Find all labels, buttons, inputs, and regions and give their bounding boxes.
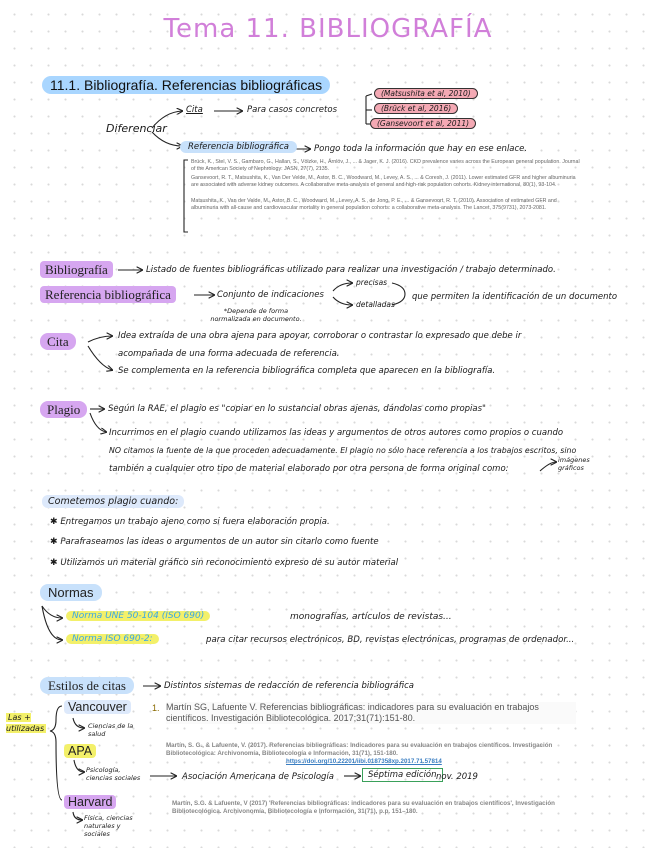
section-heading: 11.1. Bibliografía. Referencias bibliográficas bbox=[42, 76, 330, 94]
apa-ref: Martín, S. G., & Lafuente, V. (2017). Referencias bibliográficas: Indicadores para su evaluación en trabajos científicos. Investigación Bibliotecológica: Archivonomía, Bibliotecología e Información, 31(71), 151-180. bbox=[166, 742, 553, 757]
vancouver-label: Vancouver bbox=[64, 700, 131, 714]
plagio-extra: imágenes gráficos bbox=[558, 456, 590, 472]
diferenciar-label: Diferenciar bbox=[106, 122, 167, 135]
vancouver-ref: Martín SG, Lafuente V. Referencias bibliográficas: indicadores para su evaluación en trabajos científicos. Investigación Bibliotecológica. 2017;31(71):151-80. bbox=[166, 702, 576, 724]
vancouver-note: Ciencias de la salud bbox=[88, 722, 134, 738]
reference-entry: Matsushita, K., Van der Velde, M., Astor, B. C., Woodward, M., Levey, A. S., de Jong, P. E., ... & Gansevoort, R. T. (2010). Association of estimated GFR and albuminuria with all-cause and cardiovascular mortality in general population cohorts: a collaborative meta-analysis. The Lancet, 375(9731), 2073-2081. bbox=[191, 198, 557, 211]
cita-heading: Cita bbox=[40, 333, 76, 350]
plagio-line: NO citamos la fuente de la que proceden adecuadamente. El plagio no sólo hace referencia a los trabajos escritos, sino bbox=[109, 446, 577, 455]
apa-edition: Séptima edición bbox=[362, 768, 443, 782]
example-citation: (Brück et al, 2016) bbox=[374, 103, 458, 114]
estilos-desc: Distintos sistemas de redacción de referencia bibliográfica bbox=[164, 681, 415, 691]
harvard-note: Física, ciencias naturales y sociales bbox=[84, 814, 133, 838]
vancouver-number: 1. bbox=[152, 703, 160, 713]
cometemos-item: Entregamos un trabajo ajeno como si fuera elaboración propia. bbox=[60, 517, 330, 527]
cometemos-item: Parafraseamos las ideas o argumentos de un autor sin citarlo como fuente bbox=[60, 537, 379, 547]
star-icon: ✱ bbox=[50, 517, 61, 527]
norma-desc: monografías, artículos de revistas... bbox=[290, 612, 452, 622]
cita-desc-line: Idea extraída de una obra ajena para apoyar, corroborar o contrastar lo expresado que debe ir bbox=[118, 331, 522, 341]
referencia-label: Referencia bibliográfica bbox=[180, 141, 297, 153]
page-title: Tema 11. BIBLIOGRAFÍA bbox=[163, 14, 493, 44]
bibliografia-label: Bibliografía bbox=[40, 261, 113, 278]
cita-desc: Para casos concretos bbox=[247, 105, 338, 115]
apa-assoc: Asociación Americana de Psicología bbox=[182, 772, 335, 782]
detalladas-text: detalladas bbox=[356, 300, 395, 309]
apa-label: APA bbox=[64, 744, 96, 758]
estilos-heading: Estilos de citas bbox=[40, 677, 134, 694]
referencia-desc: Pongo toda la información que hay en ese enlace. bbox=[314, 144, 528, 154]
apa-doi-link[interactable]: https://doi.org/10.22201/iibi.0187358xp.2017.71.57814 bbox=[286, 758, 442, 765]
las-mas-utilizadas: Las + utilizadas bbox=[6, 713, 45, 733]
norma-code: Norma ISO 690-2: bbox=[66, 634, 159, 644]
apa-year: nov. 2019 bbox=[436, 772, 478, 782]
harvard-label: Harvard bbox=[64, 795, 116, 809]
cometemos-heading: Cometemos plagio cuando: bbox=[42, 495, 184, 508]
plagio-line: Incurrimos en el plagio cuando utilizamos las ideas y argumentos de otros autores como propios o cuando bbox=[109, 428, 564, 438]
normas-heading: Normas bbox=[40, 584, 102, 601]
plagio-line: Según la RAE, el plagio es "copiar en lo sustancial obras ajenas, dándolas como propias" bbox=[108, 404, 486, 414]
example-citation: (Gansevoort et al, 2011) bbox=[370, 118, 476, 129]
conjunto-text: Conjunto de indicaciones bbox=[217, 290, 324, 300]
harvard-ref: Martín, S.G. & Lafuente, V (2017) 'Referencias bibliográficas: indicadores para su evaluación en trabajos científicos', Investigación Bibliotecológica. Archivonomía, Bibliotecología e Información, 31(71), p.p. 151–180. bbox=[172, 800, 555, 815]
plagio-line: también a cualquier otro tipo de material elaborado por otra persona de forma original como: bbox=[109, 464, 509, 474]
star-icon: ✱ bbox=[50, 558, 61, 568]
plagio-heading: Plagio bbox=[40, 401, 87, 418]
cometemos-item: Utilizamos un material gráfico sin reconocimiento expreso de su autor material bbox=[60, 558, 399, 568]
reference-entry: Gansevoort, R. T., Matsushita, K., Van Der Velde, M., Astor, B. C., Woodward, M., Levey, A. S., ... & Coresh, J. (2011). Lower estimated GFR and higher albuminuria are associated with adverse kidney outcomes. A collaborative meta-analysis of general and high-risk population cohorts. Kidney international, 80(1), 93-104. bbox=[191, 175, 576, 188]
referencia-bib-label: Referencia bibliográfica bbox=[40, 286, 176, 303]
cita-desc-line: Se complementa en la referencia bibliográfica completa que aparecen en la bibliografía. bbox=[118, 366, 496, 376]
apa-note: Psicología, ciencias sociales bbox=[86, 766, 141, 782]
star-icon: ✱ bbox=[50, 537, 61, 547]
precisas-text: precisas bbox=[356, 278, 388, 287]
cita-label: Cita bbox=[186, 105, 203, 115]
reference-entry: Brück, K., Stel, V. S., Gambaro, G., Hallan, S., Völzke, H., Ärnlöv, J., ... & Jager, K. J. (2016). CKD prevalence varies across the European general population. Journal of the American Society of Nephrology: JASN, 27(7), 2135. bbox=[191, 159, 580, 172]
norma-code: Norma UNE 50-104 (ISO 690) bbox=[66, 611, 210, 621]
example-citation: (Matsushita et al, 2010) bbox=[374, 88, 478, 99]
bibliografia-desc: Listado de fuentes bibliográficas utilizado para realizar una investigación / trabajo determinado. bbox=[146, 265, 556, 275]
forma-nota: *Depende de forma normalizada en documento. bbox=[210, 307, 302, 323]
cita-desc-line: acompañada de una forma adecuada de referencia. bbox=[118, 349, 340, 359]
que-permiten-text: que permiten la identificación de un documento bbox=[412, 292, 618, 302]
norma-desc: para citar recursos electrónicos, BD, revistas electrónicas, programas de ordenador... bbox=[206, 635, 575, 645]
